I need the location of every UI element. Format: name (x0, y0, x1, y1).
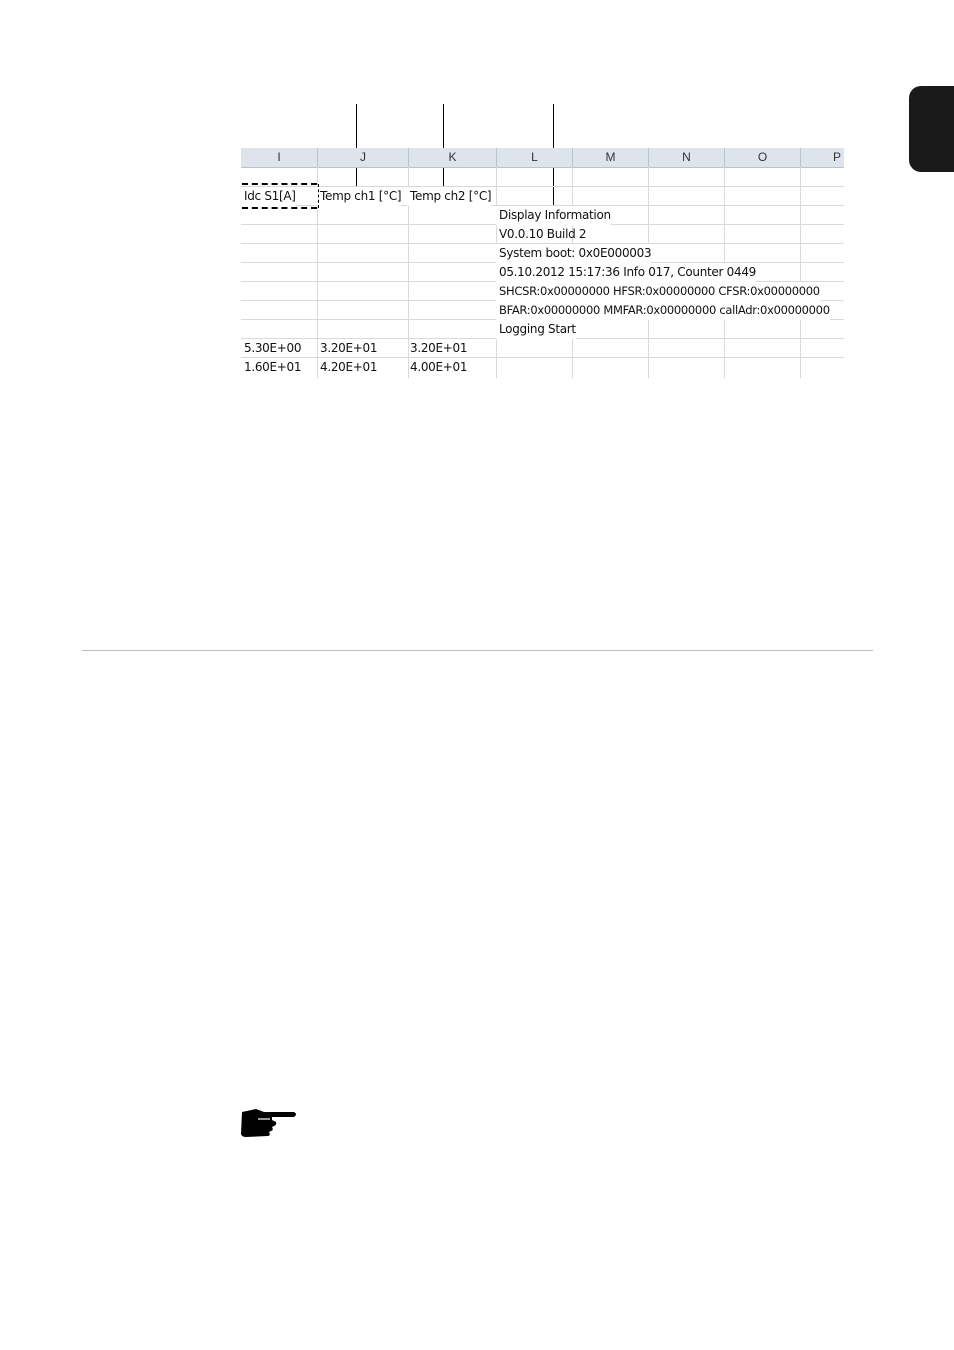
column-header-j[interactable]: J (318, 148, 409, 167)
cell-version[interactable]: V0.0.10 Build 2 (499, 227, 587, 241)
cell-row1-idc[interactable]: 5.30E+00 (244, 341, 302, 355)
section-divider (82, 650, 873, 651)
cell-temp2-header[interactable]: Temp ch2 [°C] (407, 187, 491, 206)
cell-timestamp[interactable]: 05.10.2012 15:17:36 Info 017, Counter 0449 (496, 263, 756, 282)
column-header-n[interactable]: N (649, 148, 725, 167)
cell-row1-temp1[interactable]: 3.20E+01 (320, 341, 378, 355)
cell-bfar[interactable]: BFAR:0x00000000 MMFAR:0x00000000 callAdr:0x00000000 (496, 301, 830, 320)
column-header-k[interactable]: K (409, 148, 497, 167)
cell-system-boot[interactable]: System boot: 0x0E000003 (496, 244, 651, 263)
column-header-p[interactable]: P (832, 150, 841, 164)
spreadsheet (241, 148, 844, 378)
pointing-hand-icon (238, 1106, 298, 1145)
cell-shcsr[interactable]: SHCSR:0x00000000 HFSR:0x00000000 CFSR:0x00000000 (496, 282, 820, 301)
cell-row2-idc[interactable]: 1.60E+01 (244, 360, 302, 374)
column-header-row (241, 148, 844, 168)
selection-border-right (318, 184, 319, 208)
column-header-i[interactable]: I (241, 148, 318, 167)
cell-logging-start[interactable]: Logging Start (496, 320, 576, 339)
selection-border-bottom (242, 207, 317, 209)
cell-row1-temp2[interactable]: 3.20E+01 (410, 341, 468, 355)
column-header-o[interactable]: O (725, 148, 801, 167)
cell-idc-header[interactable]: Idc S1[A] (241, 187, 296, 206)
column-header-l[interactable]: L (497, 148, 573, 167)
cell-row2-temp1[interactable]: 4.20E+01 (320, 360, 378, 374)
cell-row2-temp2[interactable]: 4.00E+01 (410, 360, 468, 374)
grid-line (800, 167, 801, 378)
cell-temp1-header[interactable]: Temp ch1 [°C] (317, 187, 401, 206)
column-header-m[interactable]: M (573, 148, 649, 167)
section-tab (909, 86, 954, 172)
cell-display-info[interactable]: Display Information (496, 206, 611, 225)
selection-border-top (242, 183, 317, 185)
